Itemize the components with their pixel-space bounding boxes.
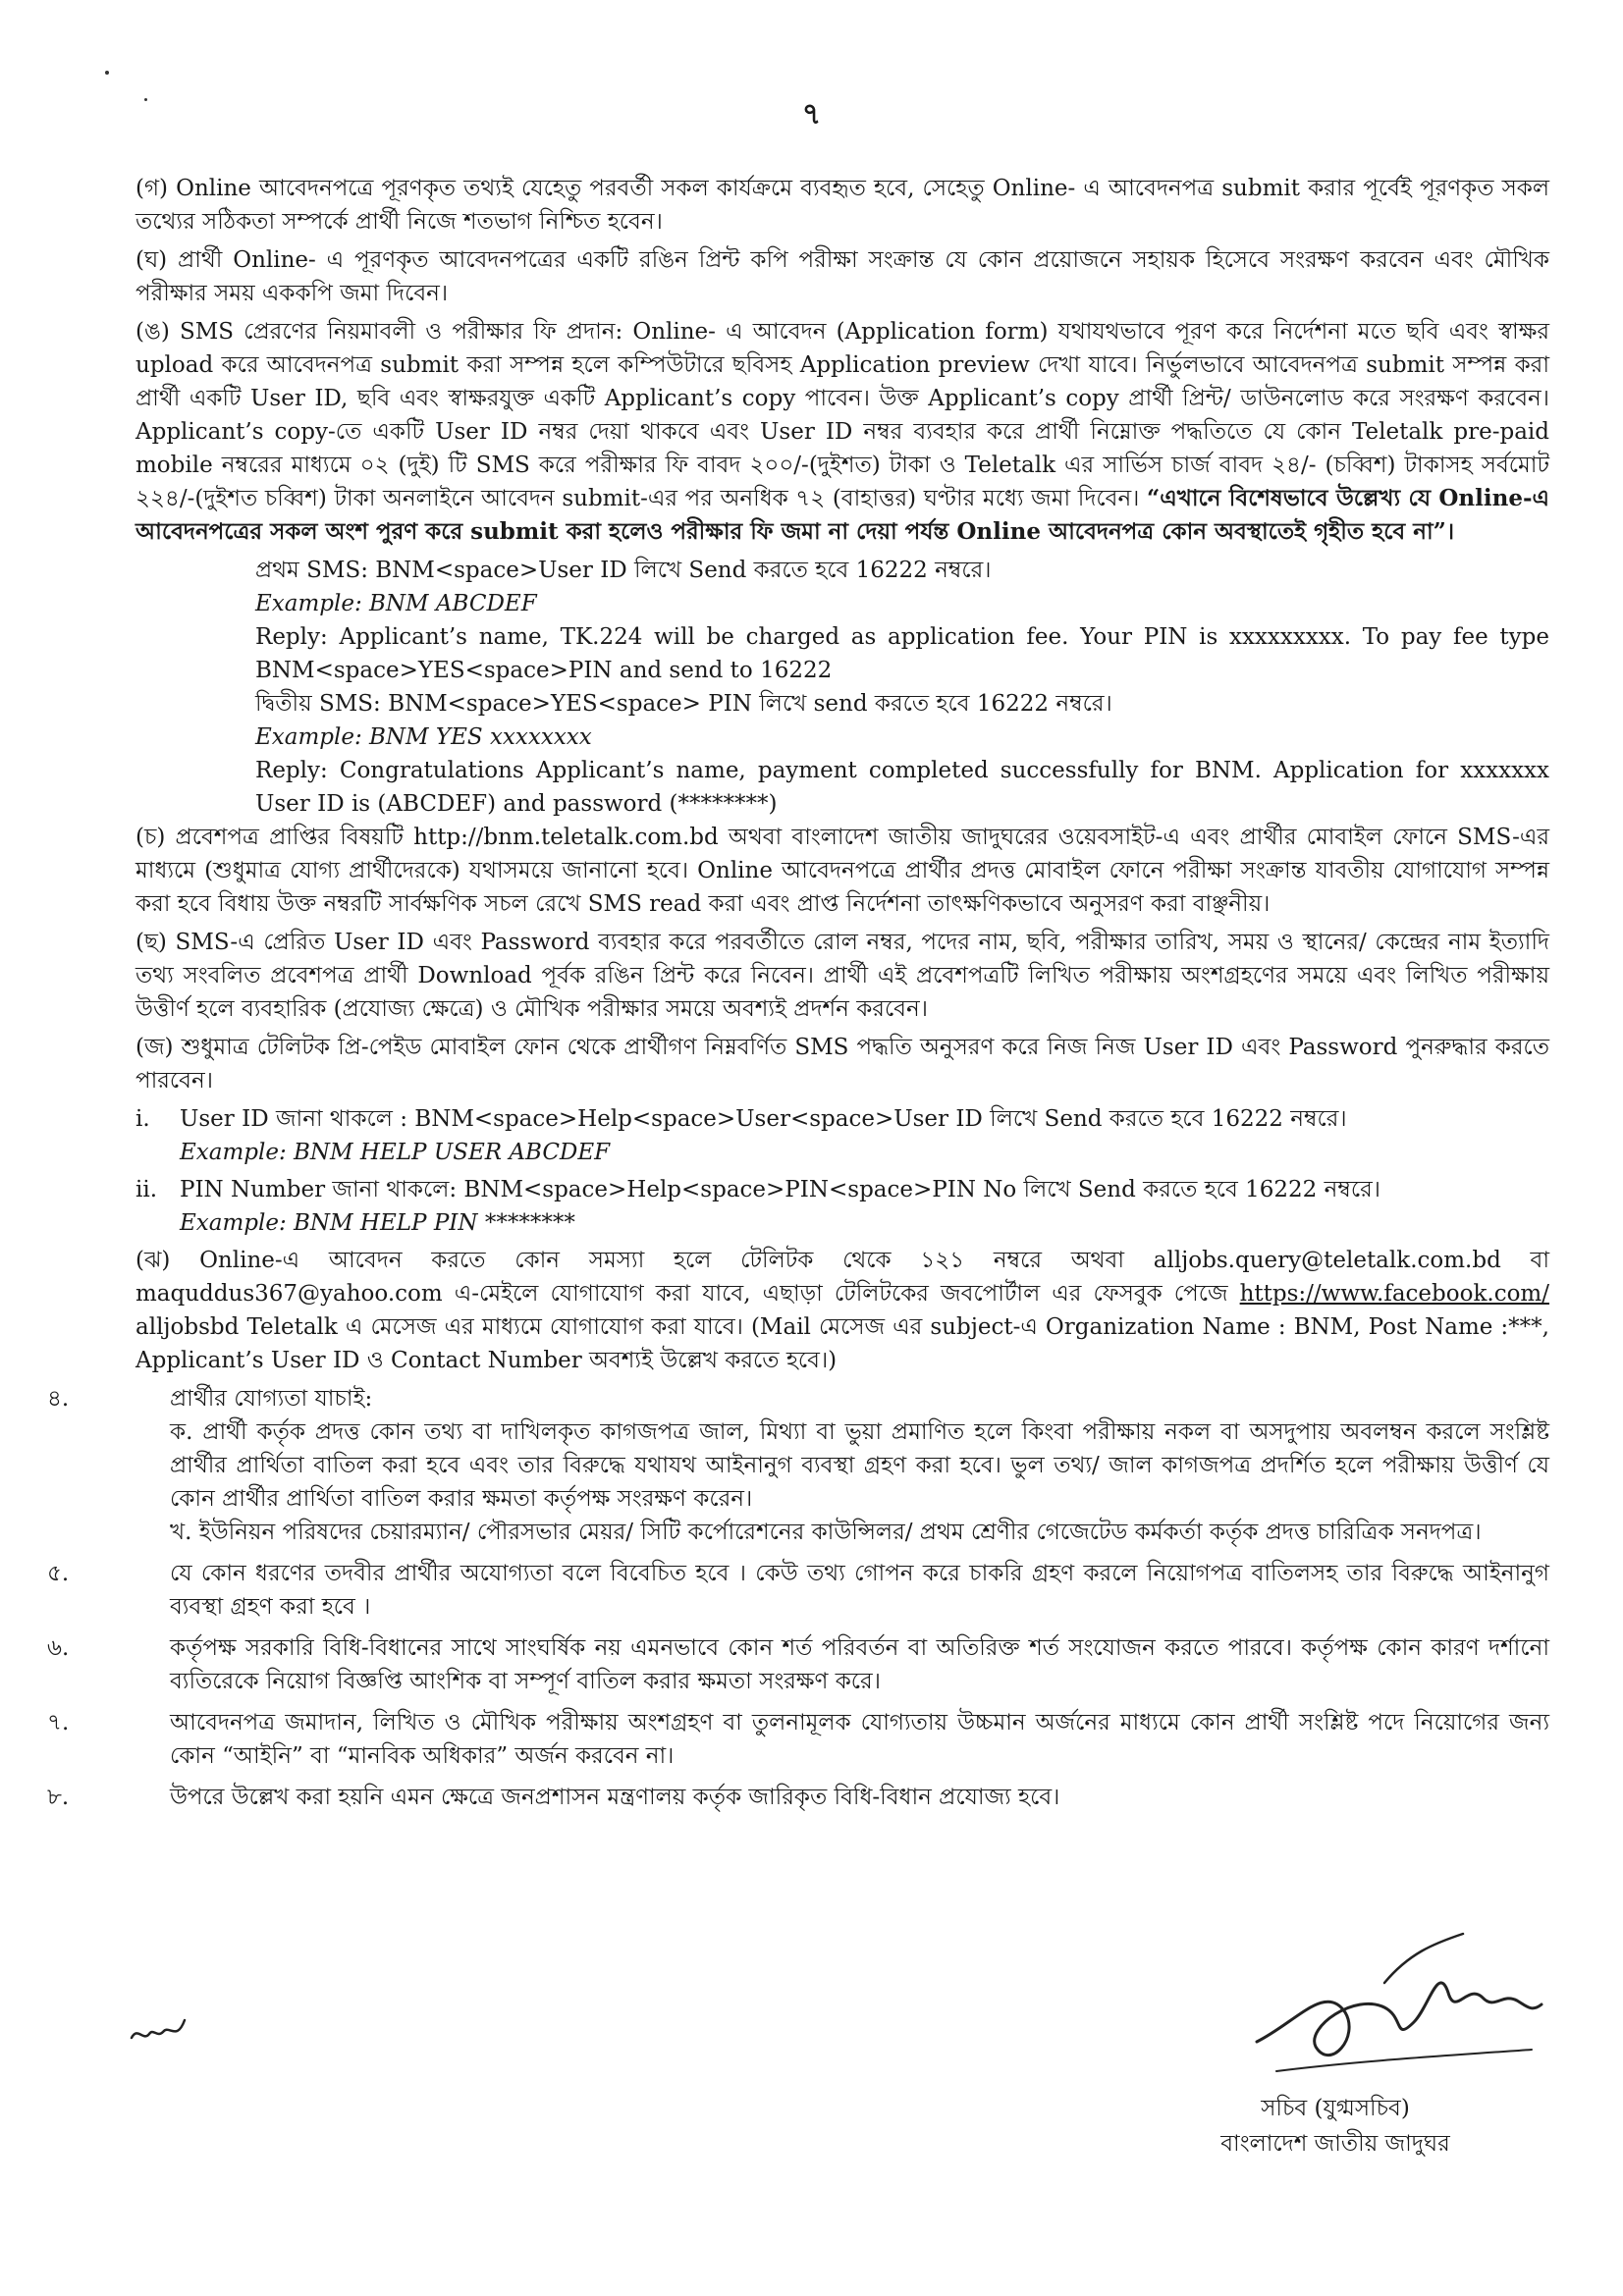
signatory-block xyxy=(1159,2091,1512,2162)
clause-ja: (জ) শুধুমাত্র টেলিটক প্রি-পেইড মোবাইল ফোন থেকে প্রার্থীগণ নিম্নবর্ণিত SMS পদ্ধতি অনুসরণ করে নিজ নিজ User ID এবং Password পুনরুদ্ধার করতে পারবেন। xyxy=(135,1035,1549,1094)
section-8 xyxy=(47,1781,1549,1814)
section-7-text: আবেদনপত্র জমাদান, লিখিত ও মৌখিক পরীক্ষায় অংশগ্রহণ বা তুলনামূলক যোগ্যতায় উচ্চমান অর্জনের মাধ্যমে কোন প্রার্থী সংশ্লিষ্ট পদে নিয়োগের জন্য কোন “আইনি” বা “মানবিক অধিকার” অর্জন করবেন না। xyxy=(170,1710,1549,1769)
initial-signature-icon xyxy=(128,2012,196,2052)
section-6-text: কর্তৃপক্ষ সরকারি বিধি-বিধানের সাথে সাংঘর্ষিক নয় এমনভাবে কোন শর্ত পরিবর্তন বা অতিরিক্ত শর্ত সংযোজন করতে পারবে। কর্তৃপক্ষ কোন কারণ দর্শানো ব্যতিরেকে নিয়োগ বিজ্ঞপ্তি আংশিক বা সম্পূর্ণ বাতিল করার ক্ষমতা সংরক্ষণ করে। xyxy=(170,1635,1549,1694)
recovery-pin xyxy=(135,1173,1549,1206)
clause-jha-text: (ঝ) Online-এ আবেদন করতে কোন সমস্যা হলে টেলিটক থেকে ১২১ নম্বরে অথবা alljobs.query@teletalk.com.bd বা maquddus367@yahoo.com এ-মেইলে যোগাযোগ করা যাবে, এছাড়া টেলিটকের জবপোর্টাল এর ফেসবুক পেজে xyxy=(135,1248,1549,1307)
roman-numeral: ii. xyxy=(135,1177,158,1202)
facebook-link[interactable]: https://www.facebook.com/ xyxy=(1239,1281,1549,1307)
section-4-ka: ক. প্রার্থী কর্তৃক প্রদত্ত কোন তথ্য বা দাখিলকৃত কাগজপত্র জাল, মিথ্যা বা ভুয়া প্রমাণিত হলে কিংবা পরীক্ষায় নকল বা অসদুপায় অবলম্বন করলে সংশ্লিষ্ট প্রার্থীর প্রার্থিতা বাতিল করা হবে এবং তার বিরুদ্ধে যথাযথ আইনানুগ ব্যবস্থা গ্রহণ করা হবে। ভুল তথ্য/ জাল কাগজপত্র প্রদর্শিত হলে পরীক্ষায় উত্তীর্ণ যে কোন প্রার্থীর প্রার্থিতা বাতিল করার ক্ষমতা কর্তৃপক্ষ সংরক্ষণ করেন। xyxy=(170,1419,1549,1512)
sms-second: দ্বিতীয় SMS: BNM<space>YES<space> PIN লিখে send করতে হবে 16222 নম্বরে। xyxy=(255,691,1112,717)
sms-first: প্রথম SMS: BNM<space>User ID লিখে Send করতে হবে 16222 নম্বরে। xyxy=(255,558,992,583)
clause-jha-text-cont: alljobsbd Teletalk এ মেসেজ এর মাধ্যমে যোগাযোগ করা যাবে। (Mail মেসেজ এর subject-এ Organization Name : BNM, Post Name :***, Applicant’s User ID ও Contact Number অবশ্যই উল্লেখ করতে হবে।) xyxy=(135,1314,1549,1373)
clause-gha: (ঘ) প্রার্থী Online- এ পূরণকৃত আবেদনপত্রের একটি রঙিন প্রিন্ট কপি পরীক্ষা সংক্রান্ত যে কোন প্রয়োজনে সহায়ক হিসেবে সংরক্ষণ করবেন এবং মৌখিক পরীক্ষার সময় এককপি জমা দিবেন। xyxy=(135,247,1549,306)
section-8-text: উপরে উল্লেখ করা হয়নি এমন ক্ষেত্রে জনপ্রশাসন মন্ত্রণালয় কর্তৃক জারিকৃত বিধি-বিধান প্রযোজ্য হবে। xyxy=(170,1785,1060,1810)
clause-cha: (চ) প্রবেশপত্র প্রাপ্তির বিষয়টি http://bnm.teletalk.com.bd অথবা বাংলাদেশ জাতীয় জাদুঘরের ওয়েবসাইট-এ এবং প্রার্থীর মোবাইল ফোনে SMS-এর মাধ্যমে (শুধুমাত্র যোগ্য প্রার্থীদেরকে) যথাসময়ে জানানো হবে। Online আবেদনপত্রে প্রার্থীর প্রদত্ত মোবাইল ফোনে পরীক্ষা সংক্রান্ত যাবতীয় যোগাযোগ সম্পন্ন করা হবে বিধায় উক্ত নম্বরটি সার্বক্ষণিক সচল রেখে SMS read করা এবং প্রাপ্ত নির্দেশনা তাৎক্ষণিকভাবে অনুসরণ করা বাঞ্ছনীয়। xyxy=(135,825,1549,917)
section-6 xyxy=(47,1631,1549,1698)
sms-first-example: Example: BNM ABCDEF xyxy=(255,591,537,616)
signature-icon xyxy=(1237,1924,1551,2091)
section-5 xyxy=(47,1557,1549,1624)
section-7 xyxy=(47,1706,1549,1773)
clause-jha xyxy=(135,1244,1549,1377)
recovery-pin-example: Example: BNM HELP PIN ******** xyxy=(180,1210,575,1236)
clause-umo xyxy=(135,315,1549,549)
signatory-title: সচিব (যুগ্মসচিব) xyxy=(1261,2096,1410,2121)
section-number: ৬. xyxy=(47,1635,70,1661)
recovery-user-id-example: Example: BNM HELP USER ABCDEF xyxy=(180,1140,611,1165)
section-number: ৪. xyxy=(47,1386,70,1412)
recovery-user-id xyxy=(135,1102,1549,1136)
roman-numeral: i. xyxy=(135,1106,150,1132)
section-number: ৫. xyxy=(47,1561,70,1586)
sms-first-reply: Reply: Applicant’s name, TK.224 will be charged as application fee. Your PIN is xxxxxxxxx. To pay fee type BNM<space>YES<space>PIN and send to 16222 xyxy=(255,624,1549,683)
section-number: ৮. xyxy=(47,1785,70,1810)
sms-instructions xyxy=(255,554,1549,821)
recovery-pin-text: PIN Number জানা থাকলে: BNM<space>Help<space>PIN<space>PIN No লিখে Send করতে হবে 16222 নম্বরে। xyxy=(180,1177,1381,1202)
section-4-kha: খ. ইউনিয়ন পরিষদের চেয়ারম্যান/ পৌরসভার মেয়র/ সিটি কর্পোরেশনের কাউন্সিলর/ প্রথম শ্রেণীর গেজেটেড কর্মকর্তা কর্তৃক প্রদত্ত চারিত্রিক সনদপত্র। xyxy=(170,1520,1482,1545)
recovery-user-id-text: User ID জানা থাকলে : BNM<space>Help<space>User<space>User ID লিখে Send করতে হবে 16222 নম্বরে। xyxy=(180,1106,1347,1132)
signatory-organization: বাংলাদেশ জাতীয় জাদুঘর xyxy=(1220,2131,1450,2157)
page-number: ৭ xyxy=(801,97,822,132)
section-4-title: প্রার্থীর যোগ্যতা যাচাই: xyxy=(170,1386,373,1412)
sms-second-example: Example: BNM YES xxxxxxxx xyxy=(255,724,592,750)
clause-umo-text: (ঙ) SMS প্রেরণের নিয়মাবলী ও পরীক্ষার ফি প্রদান: Online- এ আবেদন (Application form) যথাযথভাবে পূরণ করে নির্দেশনা মতে ছবি এবং স্বাক্ষর upload করে আবেদনপত্র submit করা সম্পন্ন হলে কম্পিউটারে ছবিসহ Application preview দেখা যাবে। নির্ভুলভাবে আবেদনপত্র submit সম্পন্ন করা প্রার্থী একটি User ID, ছবি এবং স্বাক্ষরযুক্ত একটি Applicant’s copy পাবেন। উক্ত Applicant’s copy প্রার্থী প্রিন্ট/ ডাউনলোড করে সংরক্ষণ করবেন। Applicant’s copy-তে একটি User ID নম্বর দেয়া থাকবে এবং User ID নম্বর ব্যবহার করে প্রার্থী নিম্নোক্ত পদ্ধতিতে যে কোন Teletalk pre-paid mobile নম্বরের মাধ্যমে ০২ (দুই) টি SMS করে পরীক্ষার ফি বাবদ ২০০/-(দুইশত) টাকা ও Teletalk এর সার্ভিস চার্জ বাবদ ২৪/- (চব্বিশ) টাকাসহ সর্বমোট ২২৪/-(দুইশত চব্বিশ) টাকা অনলাইনে আবেদন submit-এর পর অনধিক ৭২ (বাহাত্তর) ঘণ্টার মধ্যে জমা দিবেন। xyxy=(135,319,1549,511)
sms-second-reply: Reply: Congratulations Applicant’s name, payment completed successfully for BNM. Application for xxxxxxx User ID is (ABCDEF) and password (********) xyxy=(255,758,1549,817)
scan-speck xyxy=(105,71,109,75)
section-number: ৭. xyxy=(47,1710,70,1735)
document-body xyxy=(47,172,1550,1822)
clause-chha: (ছ) SMS-এ প্রেরিত User ID এবং Password ব্যবহার করে পরবর্তীতে রোল নম্বর, পদের নাম, ছবি, পরীক্ষার তারিখ, সময় ও স্থানের/ কেন্দ্রের নাম ইত্যাদি তথ্য সংবলিত প্রবেশপত্র প্রার্থী Download পূর্বক রঙিন প্রিন্ট করে নিবেন। প্রার্থী এই প্রবেশপত্রটি লিখিত পরীক্ষায় অংশগ্রহণের সময়ে এবং লিখিত পরীক্ষায় উত্তীর্ণ হলে ব্যবহারিক (প্রযোজ্য ক্ষেত্রে) ও মৌখিক পরীক্ষার সময়ে অবশ্যই প্রদর্শন করবেন। xyxy=(135,930,1549,1022)
clause-ga: (গ) Online আবেদনপত্রে পূরণকৃত তথ্যই যেহেতু পরবর্তী সকল কার্যক্রমে ব্যবহৃত হবে, সেহেতু Online- এ আবেদনপত্র submit করার পূর্বেই পূরণকৃত সকল তথ্যের সঠিকতা সম্পর্কে প্রার্থী নিজে শতভাগ নিশ্চিত হবেন। xyxy=(135,176,1549,235)
section-5-text: যে কোন ধরণের তদবীর প্রার্থীর অযোগ্যতা বলে বিবেচিত হবে । কেউ তথ্য গোপন করে চাকরি গ্রহণ করলে নিয়োগপত্র বাতিলসহ তার বিরুদ্ধে আইনানুগ ব্যবস্থা গ্রহণ করা হবে । xyxy=(170,1561,1549,1620)
clause-umo-emphasis: “এখানে বিশেষভাবে উল্লেখ্য যে Online-এ আবেদনপত্রের সকল অংশ পুরণ করে submit করা হলেও পরীক্ষার ফি জমা না দেয়া পর্যন্ত Online আবেদনপত্র কোন অবস্থাতেই গৃহীত হবে না”। xyxy=(135,485,1550,545)
section-4 xyxy=(47,1382,1549,1549)
